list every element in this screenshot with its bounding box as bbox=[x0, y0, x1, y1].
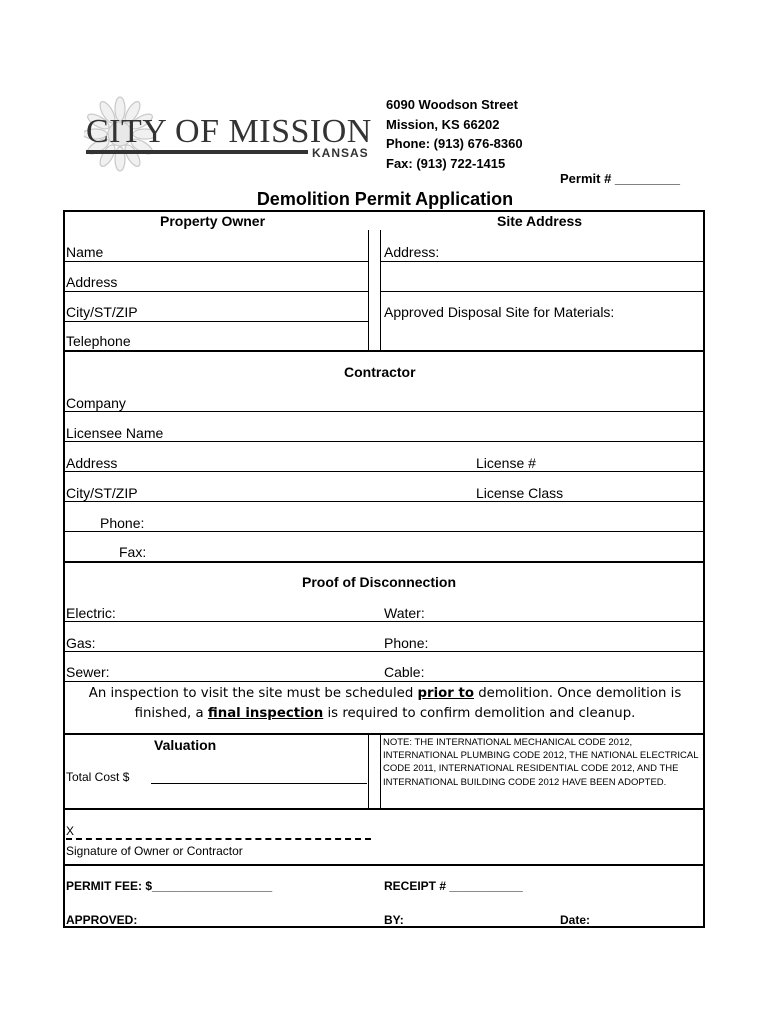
logo-state: KANSAS bbox=[312, 146, 369, 160]
signature-label: Signature of Owner or Contractor bbox=[66, 844, 243, 858]
license-number-field[interactable]: License # bbox=[476, 455, 536, 471]
rule bbox=[65, 411, 705, 412]
office-phone: Phone: (913) 676-8360 bbox=[386, 136, 523, 151]
cable-field[interactable]: Cable: bbox=[384, 664, 425, 680]
rule bbox=[65, 621, 705, 622]
disconnection-heading: Proof of Disconnection bbox=[302, 574, 456, 590]
rule bbox=[65, 291, 368, 292]
signature-line[interactable] bbox=[66, 838, 371, 840]
rule bbox=[65, 471, 705, 472]
site-heading: Site Address bbox=[497, 213, 583, 229]
rule bbox=[381, 261, 704, 262]
sewer-field[interactable]: Sewer: bbox=[66, 664, 110, 680]
receipt-field[interactable]: RECEIPT # ___________ bbox=[384, 879, 523, 893]
rule bbox=[65, 681, 705, 682]
approved-field[interactable]: APPROVED: bbox=[66, 913, 138, 927]
electric-field[interactable]: Electric: bbox=[66, 605, 116, 621]
office-fax: Fax: (913) 722-1415 bbox=[386, 155, 506, 171]
owner-name-field[interactable]: Name bbox=[66, 244, 104, 260]
owner-city-field[interactable]: City/ST/ZIP bbox=[66, 304, 138, 320]
water-field[interactable]: Water: bbox=[384, 605, 425, 621]
owner-address-field[interactable]: Address bbox=[66, 274, 118, 290]
permit-fee-field[interactable]: PERMIT FEE: $__________________ bbox=[66, 879, 273, 893]
inspection-emphasis-final: final inspection bbox=[207, 705, 324, 721]
column-divider-left bbox=[368, 734, 369, 809]
contractor-fax-field[interactable]: Fax: bbox=[119, 544, 147, 560]
gas-field[interactable]: Gas: bbox=[66, 635, 96, 651]
owner-heading: Property Owner bbox=[160, 213, 266, 229]
rule bbox=[381, 291, 704, 292]
section-divider bbox=[64, 350, 705, 352]
logo-title: CITY OF MISSION bbox=[86, 113, 372, 150]
inspection-notice bbox=[66, 684, 704, 723]
signature-mark: X bbox=[66, 824, 75, 838]
inspection-text: is required to confirm demolition and cleanup. bbox=[323, 705, 636, 721]
column-divider-left bbox=[368, 230, 369, 351]
owner-telephone-field[interactable]: Telephone bbox=[66, 333, 131, 349]
contractor-address-field[interactable]: Address bbox=[66, 455, 118, 471]
inspection-emphasis-prior: prior to bbox=[417, 686, 474, 701]
office-street: 6090 Woodson Street bbox=[386, 97, 518, 112]
inspection-line-1 bbox=[66, 684, 704, 704]
office-city: Mission, KS 66202 bbox=[386, 116, 500, 132]
form-title: Demolition Permit Application bbox=[256, 189, 514, 209]
rule bbox=[65, 531, 705, 532]
disposal-site-field[interactable]: Approved Disposal Site for Materials: bbox=[384, 304, 615, 320]
rule bbox=[65, 321, 368, 322]
section-divider bbox=[64, 561, 705, 563]
inspection-text: An inspection to visit the site must be scheduled bbox=[88, 686, 418, 701]
company-field[interactable]: Company bbox=[66, 395, 126, 411]
column-divider-right bbox=[380, 734, 381, 809]
code-adoption-note: NOTE: THE INTERNATIONAL MECHANICAL CODE 2012, INTERNATIONAL PLUMBING CODE 2012, THE NATIONAL ELECTRICAL CODE 2011, INTERNATIONAL RESIDENTIAL CODE 2012, AND THE INTERNATIONAL BUILDING CODE 2012 HAVE BEEN ADOPTED. bbox=[383, 737, 699, 788]
contractor-city-field[interactable]: City/ST/ZIP bbox=[66, 485, 138, 501]
phone-disconnect-field[interactable]: Phone: bbox=[384, 635, 429, 651]
rule bbox=[65, 651, 705, 652]
contractor-heading: Contractor bbox=[344, 364, 416, 380]
rule bbox=[65, 441, 705, 442]
valuation-heading: Valuation bbox=[154, 737, 217, 753]
logo-rule bbox=[86, 150, 308, 154]
date-field[interactable]: Date: bbox=[560, 913, 591, 927]
site-address-field[interactable]: Address: bbox=[384, 244, 440, 260]
by-field[interactable]: BY: bbox=[384, 913, 404, 927]
rule bbox=[65, 261, 368, 262]
section-divider bbox=[64, 864, 705, 866]
contractor-phone-field[interactable]: Phone: bbox=[100, 515, 145, 531]
office-address bbox=[386, 95, 523, 173]
permit-number-field[interactable]: Permit # _________ bbox=[560, 171, 680, 186]
license-class-field[interactable]: License Class bbox=[476, 485, 564, 501]
total-cost-field[interactable]: Total Cost $ bbox=[66, 770, 130, 784]
section-divider bbox=[64, 733, 705, 735]
licensee-name-field[interactable]: Licensee Name bbox=[66, 425, 164, 441]
inspection-text: demolition. Once demolition is bbox=[473, 686, 682, 701]
rule bbox=[65, 501, 705, 502]
total-cost-line bbox=[151, 783, 367, 784]
section-divider bbox=[64, 808, 705, 810]
inspection-line-2 bbox=[66, 704, 704, 724]
inspection-text: finished, a bbox=[134, 705, 208, 721]
